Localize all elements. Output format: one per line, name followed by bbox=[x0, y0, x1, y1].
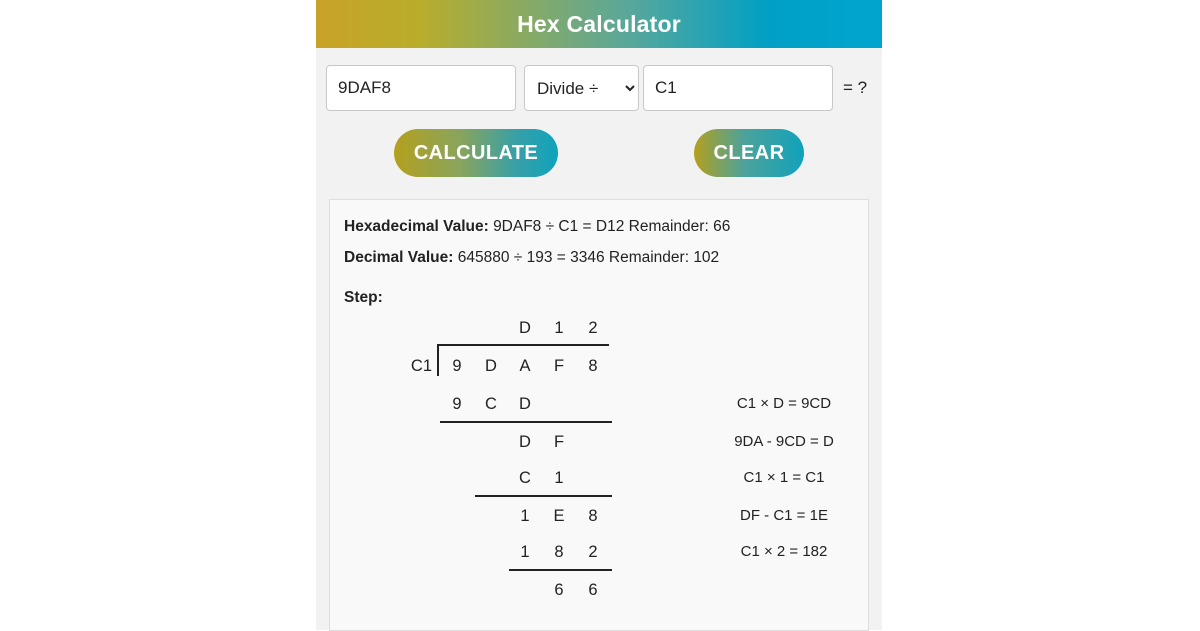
decimal-result-line bbox=[344, 249, 854, 267]
work-digit: E bbox=[553, 507, 565, 525]
quotient-digit: D bbox=[519, 319, 531, 337]
hex-result-line bbox=[344, 218, 854, 236]
button-row bbox=[316, 111, 882, 177]
operand2-input[interactable] bbox=[643, 65, 833, 111]
work-rule bbox=[475, 495, 612, 497]
work-note: DF - C1 = 1E bbox=[740, 507, 828, 524]
work-note: C1 × 2 = 182 bbox=[740, 543, 828, 560]
dividend-digit: 9 bbox=[452, 357, 462, 375]
work-note: 9DA - 9CD = D bbox=[734, 433, 834, 450]
remainder-digit: 6 bbox=[588, 581, 598, 599]
work-digit: 1 bbox=[520, 507, 530, 525]
work-digit: D bbox=[519, 395, 531, 413]
work-digit: 9 bbox=[452, 395, 462, 413]
clear-button[interactable]: CLEAR bbox=[694, 129, 804, 177]
hex-calculator-app bbox=[316, 0, 882, 630]
page-title: Hex Calculator bbox=[517, 10, 681, 37]
work-digit: C bbox=[485, 395, 497, 413]
work-digit: 2 bbox=[588, 543, 598, 561]
divisor: C1 bbox=[410, 357, 432, 375]
input-row bbox=[316, 48, 882, 111]
division-bar bbox=[437, 344, 609, 346]
work-digit: 1 bbox=[554, 469, 564, 487]
dividend-digit: F bbox=[553, 357, 565, 375]
step-label: Step: bbox=[344, 289, 383, 306]
quotient-digit: 1 bbox=[554, 319, 564, 337]
work-digit: 8 bbox=[588, 507, 598, 525]
operator-select[interactable] bbox=[524, 65, 639, 111]
app-header bbox=[316, 0, 882, 48]
hex-result-label: Hexadecimal Value: bbox=[344, 218, 489, 235]
decimal-result-value: 645880 ÷ 193 = 3346 Remainder: 102 bbox=[457, 249, 720, 266]
work-rule bbox=[509, 569, 612, 571]
dividend-digit: D bbox=[485, 357, 497, 375]
calculate-button[interactable]: CALCULATE bbox=[394, 129, 558, 177]
dividend-digit: A bbox=[519, 357, 531, 375]
work-digit: 8 bbox=[554, 543, 564, 561]
remainder-digit: 6 bbox=[554, 581, 564, 599]
long-division-work bbox=[344, 313, 854, 613]
work-rule bbox=[440, 421, 612, 423]
operand1-input[interactable] bbox=[326, 65, 516, 111]
work-digit: D bbox=[519, 433, 531, 451]
work-note: C1 × 1 = C1 bbox=[743, 469, 825, 486]
quotient-digit: 2 bbox=[588, 319, 598, 337]
work-note: C1 × D = 9CD bbox=[736, 395, 832, 412]
dividend-digit: 8 bbox=[588, 357, 598, 375]
division-vbar bbox=[437, 344, 439, 376]
work-digit: C bbox=[519, 469, 531, 487]
work-digit: 1 bbox=[520, 543, 530, 561]
hex-result-value: 9DAF8 ÷ C1 = D12 Remainder: 66 bbox=[493, 218, 731, 235]
work-digit: F bbox=[553, 433, 565, 451]
decimal-result-label: Decimal Value: bbox=[344, 249, 454, 266]
results-panel bbox=[329, 199, 869, 631]
equals-label: = ? bbox=[843, 78, 868, 97]
